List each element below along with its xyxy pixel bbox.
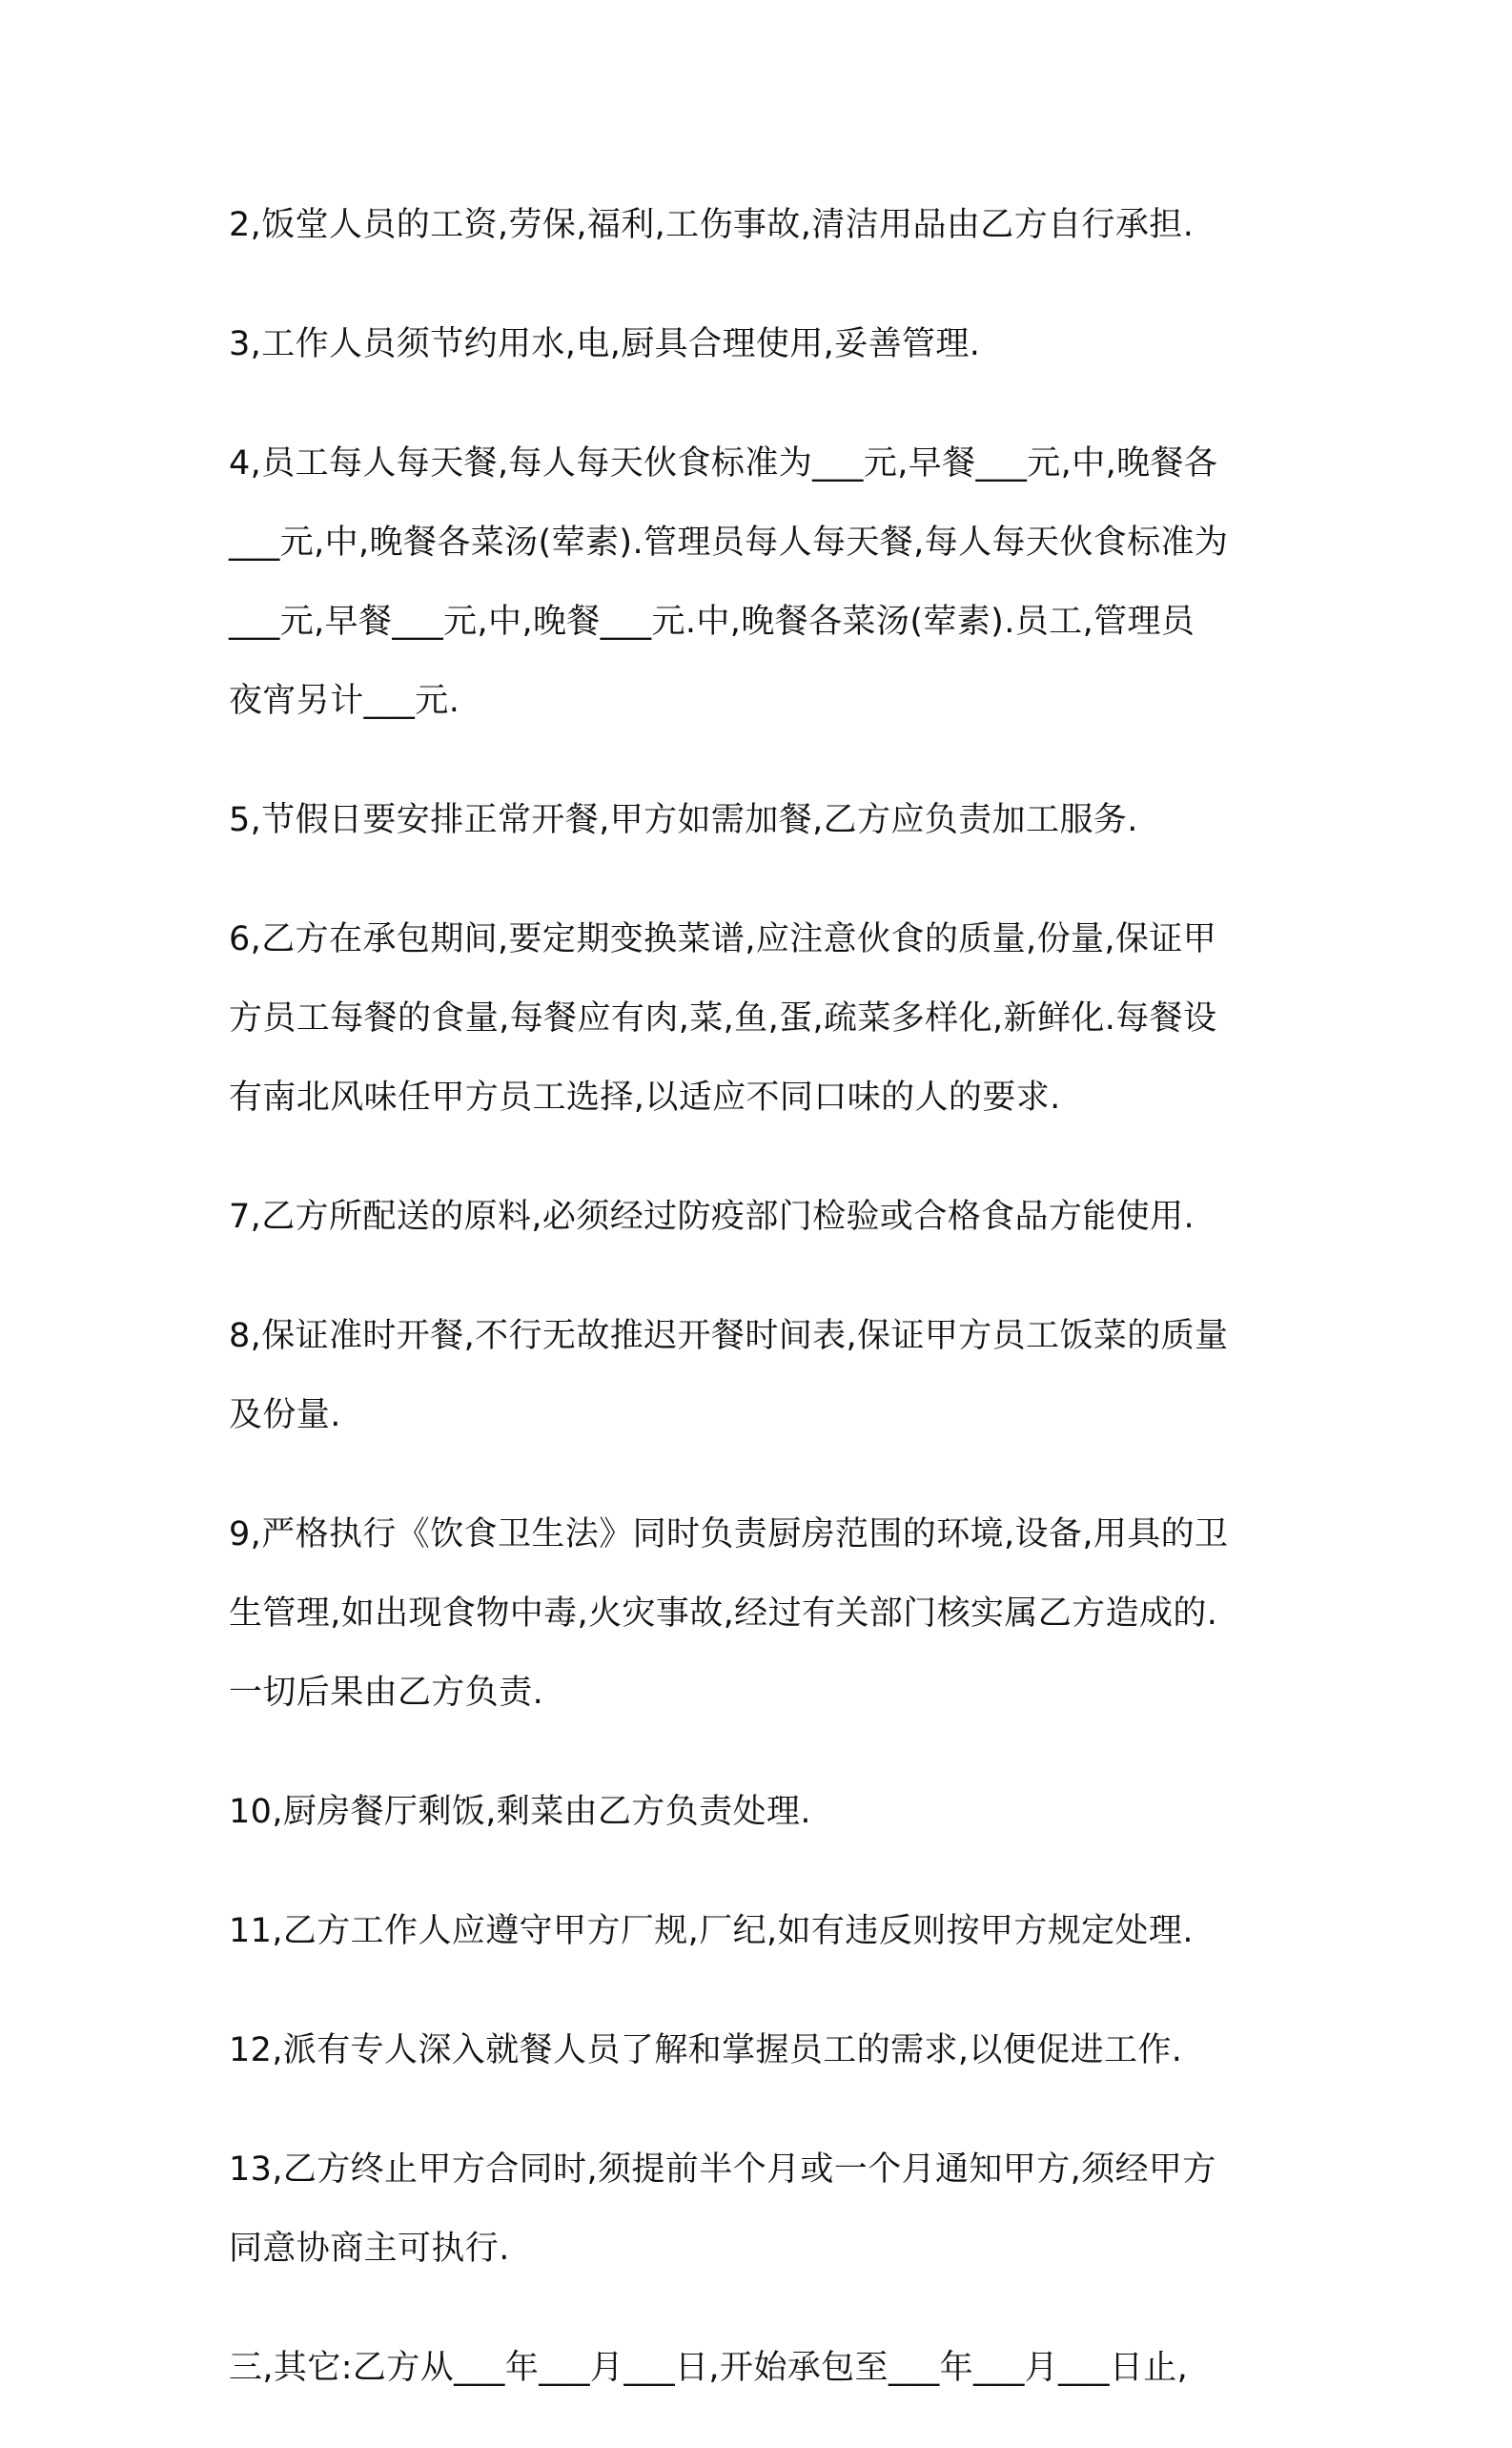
text-line: 4,员工每人每天餐,每人每天伙食标准为___元,早餐___元,中,晚餐各 bbox=[229, 444, 1218, 483]
text-line: 12,派有专人深入就餐人员了解和掌握员工的需求,以便促进工作. bbox=[229, 2031, 1183, 2069]
paragraph-item-8 bbox=[229, 1297, 1297, 1455]
text-line: 6,乙方在承包期间,要定期变换菜谱,应注意伙食的质量,份量,保证甲 bbox=[229, 920, 1217, 958]
text-line: 11,乙方工作人应遵守甲方厂规,厂纪,如有违反则按甲方规定处理. bbox=[229, 1912, 1194, 1950]
text-line: 三,其它:乙方从___年___月___日,开始承包至___年___月___日止, bbox=[229, 2349, 1189, 2387]
paragraph-item-13 bbox=[229, 2130, 1297, 2289]
paragraph-item-10 bbox=[229, 1773, 1297, 1852]
text-line: 2,饭堂人员的工资,劳保,福利,工伤事故,清洁用品由乙方自行承担. bbox=[229, 206, 1195, 244]
text-line: 7,乙方所配送的原料,必须经过防疫部门检验或合格食品方能使用. bbox=[229, 1198, 1195, 1236]
paragraph-item-3 bbox=[229, 305, 1297, 384]
document-body bbox=[229, 186, 1297, 2448]
paragraph-item-9 bbox=[229, 1495, 1297, 1733]
paragraph-item-5 bbox=[229, 781, 1297, 860]
paragraph-item-7 bbox=[229, 1178, 1297, 1257]
text-line: 3,工作人员须节约用水,电,厨具合理使用,妥善管理. bbox=[229, 325, 981, 363]
text-line: 同意协商主可执行. bbox=[229, 2230, 510, 2268]
text-line: 夜宵另计___元. bbox=[229, 682, 460, 720]
text-line: 生管理,如出现食物中毒,火灾事故,经过有关部门核实属乙方造成的. bbox=[229, 1594, 1218, 1633]
paragraph-item-6 bbox=[229, 900, 1297, 1138]
text-line: 一切后果由乙方负责. bbox=[229, 1674, 544, 1712]
text-line: 9,严格执行《饮食卫生法》同时负责厨房范围的环境,设备,用具的卫 bbox=[229, 1515, 1229, 1553]
paragraph-item-12 bbox=[229, 2011, 1297, 2090]
text-line: 13,乙方终止甲方合同时,须提前半个月或一个月通知甲方,须经甲方 bbox=[229, 2150, 1216, 2189]
text-line: ___元,中,晚餐各菜汤(荤素).管理员每人每天餐,每人每天伙食标准为 bbox=[229, 524, 1229, 562]
paragraph-item-4 bbox=[229, 424, 1297, 741]
text-line: ___元,早餐___元,中,晚餐___元.中,晚餐各菜汤(荤素).员工,管理员 bbox=[229, 603, 1195, 641]
text-line: 10,厨房餐厅剩饭,剩菜由乙方负责处理. bbox=[229, 1793, 811, 1831]
text-line: 8,保证准时开餐,不行无故推迟开餐时间表,保证甲方员工饭菜的质量 bbox=[229, 1317, 1229, 1355]
text-line: 方员工每餐的食量,每餐应有肉,菜,鱼,蛋,疏菜多样化,新鲜化.每餐设 bbox=[229, 999, 1217, 1038]
text-line: 5,节假日要安排正常开餐,甲方如需加餐,乙方应负责加工服务. bbox=[229, 801, 1138, 839]
text-line: 有南北风味任甲方员工选择,以适应不同口味的人的要求. bbox=[229, 1079, 1061, 1117]
paragraph-item-2 bbox=[229, 186, 1297, 265]
paragraph-item-11 bbox=[229, 1892, 1297, 1971]
paragraph-section-3 bbox=[229, 2329, 1297, 2408]
text-line: 及份量. bbox=[229, 1396, 341, 1434]
